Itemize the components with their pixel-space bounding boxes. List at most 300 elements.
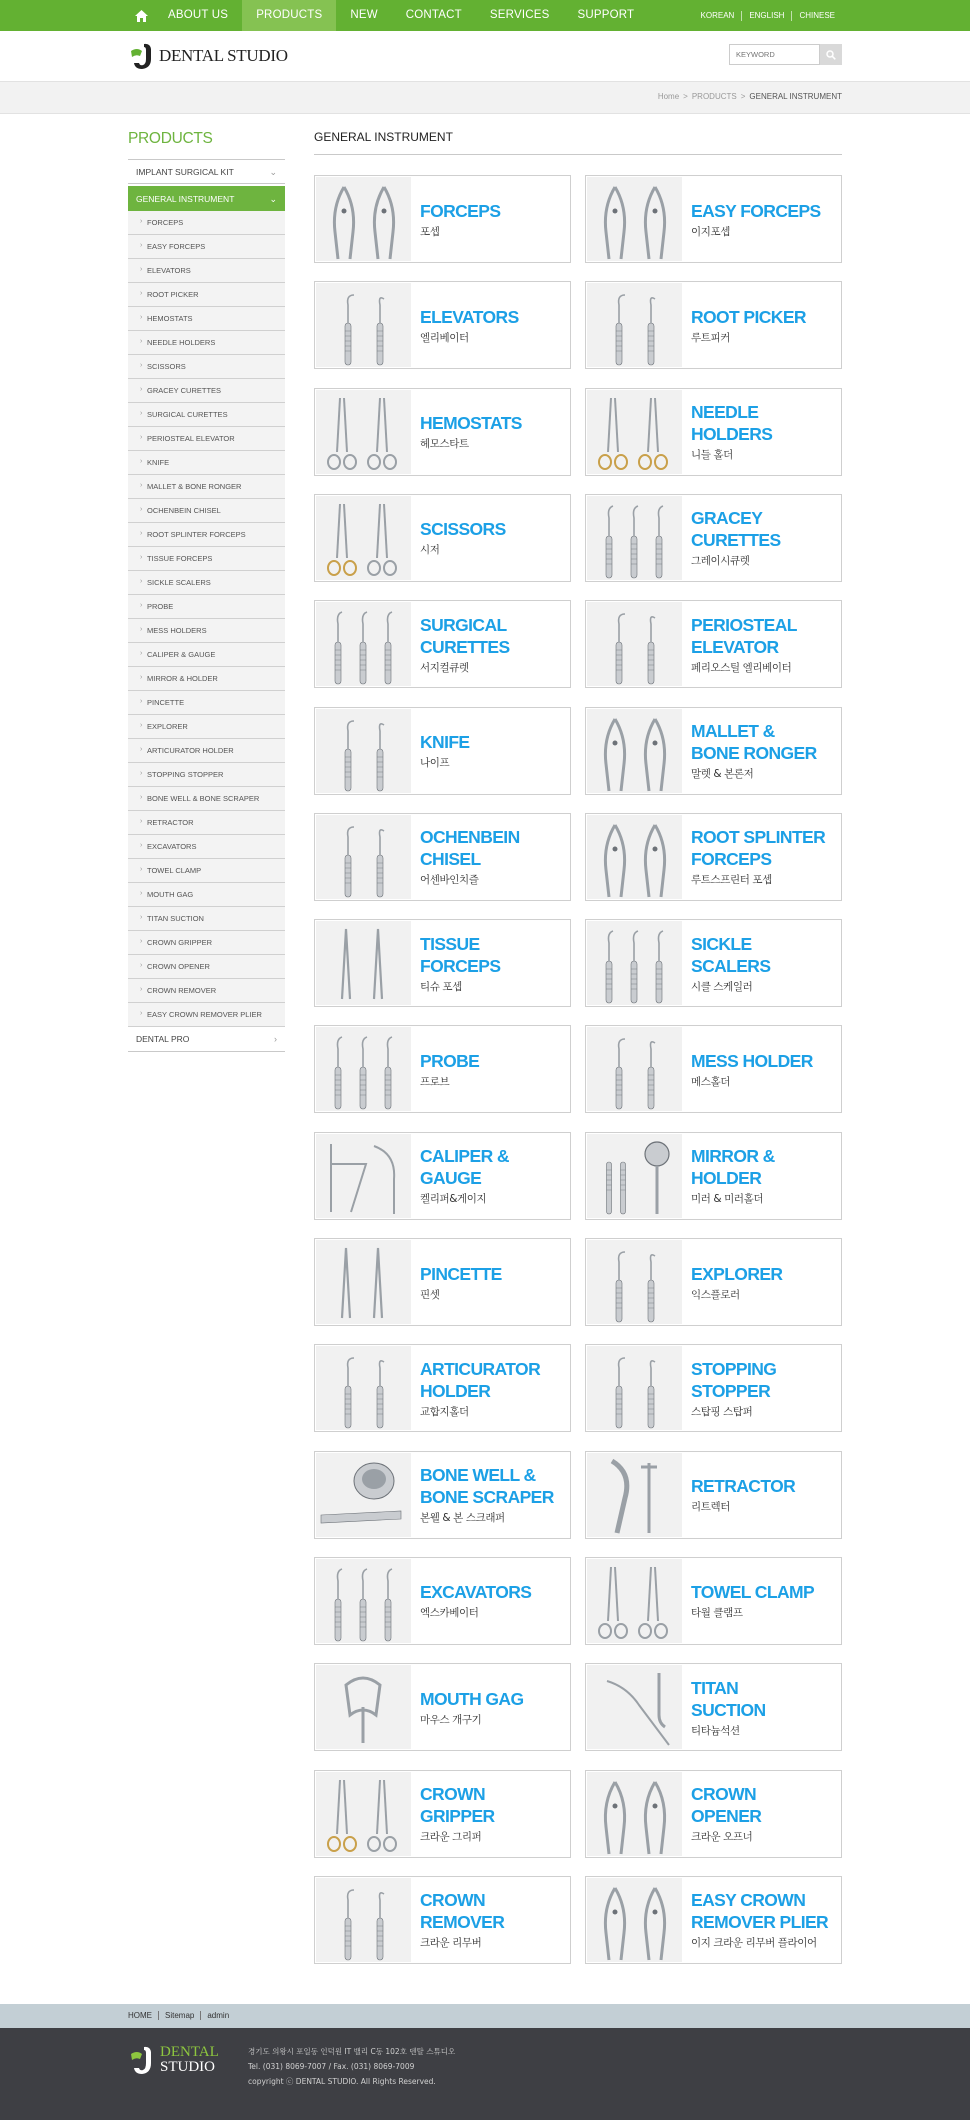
- language-english[interactable]: ENGLISH: [741, 11, 791, 21]
- product-name-korean: 말렛 & 본론저: [691, 768, 754, 780]
- sidebar-item-crown-remover[interactable]: [128, 979, 285, 1003]
- tissue-forceps-icon: [316, 921, 411, 1005]
- search-input[interactable]: [729, 44, 820, 65]
- sidebar-item-ochenbein-chisel[interactable]: [128, 499, 285, 523]
- sidebar-item-label: EASY FORCEPS: [147, 242, 206, 251]
- product-name: REMOVER PLIER: [691, 1912, 829, 1933]
- sidebar-item-label: ELEVATORS: [147, 266, 191, 275]
- product-card-easy-crown-remover-plier[interactable]: [585, 1876, 842, 1964]
- sidebar-item-label: EXPLORER: [147, 722, 188, 731]
- chevron-right-icon: ›: [274, 1034, 277, 1044]
- site-footer: [0, 2028, 970, 2120]
- sidebar-item-label: TOWEL CLAMP: [147, 866, 202, 875]
- product-card-mouth-gag[interactable]: [314, 1663, 571, 1751]
- chevron-right-icon: ›: [140, 698, 143, 705]
- sidebar-item-probe[interactable]: [128, 595, 285, 619]
- sidebar-item-label: ROOT PICKER: [147, 290, 199, 299]
- breadcrumb-separator-icon: >: [683, 92, 688, 101]
- forceps-icon: [316, 177, 411, 261]
- ochenbein-chisel-icon: [316, 815, 411, 899]
- sidebar-item-label: MOUTH GAG: [147, 890, 194, 899]
- sidebar-item-crown-gripper[interactable]: [128, 931, 285, 955]
- chevron-right-icon: ›: [140, 674, 143, 681]
- chevron-right-icon: ›: [140, 242, 143, 249]
- product-name: EXCAVATORS: [420, 1582, 532, 1603]
- product-name-korean: 엘리베이터: [420, 331, 469, 344]
- breadcrumb-current: GENERAL INSTRUMENT: [749, 92, 842, 101]
- product-text: [691, 1664, 766, 1750]
- product-name: FORCEPS: [691, 849, 772, 870]
- gracey-curettes-icon: [587, 496, 682, 580]
- product-name: KNIFE: [420, 732, 470, 752]
- chevron-right-icon: ›: [140, 290, 143, 297]
- footer-logo-line2: STUDIO: [160, 2059, 215, 2075]
- product-name: ELEVATORS: [420, 306, 519, 327]
- product-name-korean: 포셉: [420, 225, 440, 238]
- chevron-right-icon: ›: [140, 986, 143, 993]
- sidebar-item-label: PERIOSTEAL ELEVATOR: [147, 434, 235, 443]
- chevron-right-icon: ›: [140, 1010, 143, 1017]
- sidebar-item-sickle-scalers[interactable]: [128, 571, 285, 595]
- caliper-gauge-icon: [316, 1134, 411, 1218]
- chevron-right-icon: ›: [140, 410, 143, 417]
- product-card-tissue-forceps[interactable]: [314, 919, 571, 1007]
- chevron-right-icon: ›: [140, 914, 143, 921]
- product-name-korean: 이지포셉: [691, 225, 730, 238]
- sidebar-item-caliper-and-gauge[interactable]: [128, 643, 285, 667]
- chevron-right-icon: ›: [140, 362, 143, 369]
- footer-info: [248, 2044, 455, 2089]
- product-name: STOPPER: [691, 1380, 771, 1401]
- product-name-korean: 이지 크라운 리무버 플라이어: [691, 1937, 817, 1950]
- product-card-ochenbein-chisel[interactable]: [314, 813, 571, 901]
- sidebar-item-gracey-curettes[interactable]: [128, 379, 285, 403]
- product-card-titan-suction[interactable]: [585, 1663, 842, 1751]
- sidebar-item-label: PINCETTE: [147, 698, 185, 707]
- sickle-scalers-icon: [587, 921, 682, 1005]
- product-card-elevators[interactable]: [314, 281, 571, 369]
- nav-item-support[interactable]: SUPPORT: [577, 9, 635, 21]
- sidebar-item-label: HEMOSTATS: [147, 314, 193, 323]
- product-name-korean: 프로브: [420, 1075, 450, 1088]
- sidebar-item-root-picker[interactable]: [128, 283, 285, 307]
- product-card-scissors[interactable]: [314, 494, 571, 582]
- stopping-stopper-icon: [587, 1346, 682, 1430]
- product-name: GRACEY: [691, 508, 763, 529]
- product-text: [691, 1771, 761, 1857]
- sidebar-item-label: CALIPER & GAUGE: [147, 650, 216, 659]
- product-name: PERIOSTEAL: [691, 614, 797, 635]
- periosteal-elevator-icon: [587, 602, 682, 686]
- product-text: [420, 1664, 523, 1750]
- product-card-towel-clamp[interactable]: [585, 1557, 842, 1645]
- site-logo[interactable]: [128, 41, 288, 71]
- product-name: RETRACTOR: [691, 1476, 796, 1497]
- sidebar-item-label: CROWN GRIPPER: [147, 938, 213, 947]
- nav-item-products[interactable]: PRODUCTS: [242, 0, 336, 31]
- chevron-right-icon: ›: [140, 218, 143, 225]
- breadcrumb-section[interactable]: PRODUCTS: [691, 92, 737, 101]
- product-text: [420, 282, 519, 368]
- product-name: HEMOSTATS: [420, 413, 522, 434]
- product-name: FORCEPS: [420, 955, 501, 976]
- sidebar-item-label: PROBE: [147, 602, 174, 611]
- product-text: [691, 1345, 776, 1431]
- sidebar-category-label: IMPLANT SURGICAL KIT: [136, 166, 234, 177]
- chevron-right-icon: ›: [140, 626, 143, 633]
- chevron-right-icon: ›: [140, 578, 143, 585]
- chevron-right-icon: ›: [140, 890, 143, 897]
- product-card-caliper-and-gauge[interactable]: [314, 1132, 571, 1220]
- sidebar-item-label: BONE WELL & BONE SCRAPER: [147, 794, 260, 803]
- nav-item-new[interactable]: NEW: [350, 9, 378, 21]
- product-name: ARTICURATOR: [420, 1358, 541, 1379]
- product-name: TITAN: [691, 1677, 739, 1698]
- product-card-mess-holder[interactable]: [585, 1025, 842, 1113]
- product-name: ROOT PICKER: [691, 306, 806, 327]
- chevron-right-icon: ›: [140, 482, 143, 489]
- product-text: [420, 389, 522, 475]
- sidebar-item-knife[interactable]: [128, 451, 285, 475]
- mouth-gag-icon: [316, 1665, 411, 1749]
- product-card-crown-opener[interactable]: [585, 1770, 842, 1858]
- chevron-right-icon: ›: [140, 386, 143, 393]
- sidebar-item-periosteal-elevator[interactable]: [128, 427, 285, 451]
- product-name: MESS HOLDER: [691, 1050, 813, 1071]
- product-name: CROWN: [420, 1784, 486, 1804]
- sidebar-category-general-instrument[interactable]: [128, 186, 285, 211]
- product-card-crown-gripper[interactable]: [314, 1770, 571, 1858]
- breadcrumb-home[interactable]: Home: [657, 92, 680, 101]
- product-card-forceps[interactable]: [314, 175, 571, 263]
- product-name-korean: 어센바인치즐: [420, 874, 479, 887]
- product-name: CHISEL: [420, 849, 481, 870]
- product-text: [420, 1026, 479, 1112]
- title-divider: [314, 154, 842, 155]
- chevron-right-icon: ›: [140, 458, 143, 465]
- sidebar-item-label: CROWN OPENER: [147, 962, 210, 971]
- product-card-root-picker[interactable]: [585, 281, 842, 369]
- sidebar-menu: [128, 159, 285, 1052]
- product-name-korean: 크라운 오프너: [691, 1831, 753, 1843]
- elevators-icon: [316, 283, 411, 367]
- product-name: MOUTH GAG: [420, 1688, 524, 1709]
- top-navigation-bar: [0, 0, 970, 31]
- product-card-explorer[interactable]: [585, 1238, 842, 1326]
- product-name-korean: 헤모스타트: [420, 438, 469, 451]
- sidebar-category-label: GENERAL INSTRUMENT: [136, 193, 235, 204]
- sidebar-item-label: EXCAVATORS: [147, 842, 197, 851]
- product-name: CROWN: [691, 1784, 757, 1804]
- product-name-korean: 리트렉터: [691, 1501, 730, 1514]
- chevron-right-icon: ›: [140, 266, 143, 273]
- product-card-knife[interactable]: [314, 707, 571, 795]
- product-card-sickle-scalers[interactable]: [585, 919, 842, 1007]
- sidebar-item-mirror-and-holder[interactable]: [128, 667, 285, 691]
- footer-link-sitemap[interactable]: Sitemap: [158, 2011, 200, 2020]
- product-text: [420, 814, 520, 900]
- product-name: BONE SCRAPER: [420, 1487, 554, 1508]
- sidebar-item-tissue-forceps[interactable]: [128, 547, 285, 571]
- sidebar-item-label: TISSUE FORCEPS: [147, 554, 213, 563]
- product-name: BONE WELL &: [420, 1465, 536, 1486]
- titan-suction-icon: [587, 1665, 682, 1749]
- product-text: [691, 1026, 813, 1112]
- chevron-right-icon: ›: [140, 530, 143, 537]
- sidebar-item-label: SICKLE SCALERS: [147, 578, 211, 587]
- sidebar-item-titan-suction[interactable]: [128, 907, 285, 931]
- product-name: CURETTES: [420, 636, 510, 657]
- product-text: [420, 601, 510, 687]
- sidebar-item-label: SCISSORS: [147, 362, 186, 371]
- language-chinese[interactable]: CHINESE: [791, 11, 842, 21]
- product-card-mirror-and-holder[interactable]: [585, 1132, 842, 1220]
- product-text: [420, 1133, 509, 1219]
- product-card-hemostats[interactable]: [314, 388, 571, 476]
- sidebar-item-surgical-curettes[interactable]: [128, 403, 285, 427]
- product-name-korean: 스탑핑 스탑퍼: [691, 1405, 753, 1418]
- chevron-right-icon: ›: [140, 434, 143, 441]
- chevron-right-icon: ›: [140, 650, 143, 657]
- product-text: [420, 1452, 554, 1538]
- sidebar-item-hemostats[interactable]: [128, 307, 285, 331]
- footer-links: [128, 2011, 235, 2020]
- sidebar-category-implant-surgical-kit[interactable]: [128, 159, 285, 184]
- product-text: [420, 1771, 495, 1857]
- footer-copyright: copyright ⓒ DENTAL STUDIO. All Rights Reserved.: [248, 2077, 436, 2086]
- crown-remover-icon: [316, 1878, 411, 1962]
- product-name: HOLDER: [691, 1168, 762, 1189]
- footer-address: 경기도 의왕시 포일동 인덕원 IT 밸리 C동 102호 덴탈 스튜디오: [248, 2047, 456, 2056]
- sidebar-item-needle-holders[interactable]: [128, 331, 285, 355]
- sidebar-item-mess-holders[interactable]: [128, 619, 285, 643]
- product-text: [420, 1558, 531, 1644]
- product-text: [691, 176, 821, 262]
- product-text: [691, 708, 817, 794]
- retractor-icon: [587, 1453, 682, 1537]
- chevron-right-icon: ›: [140, 746, 143, 753]
- easy-crown-remover-plier-icon: [587, 1878, 682, 1962]
- sidebar-item-stopping-stopper[interactable]: [128, 763, 285, 787]
- chevron-right-icon: ›: [140, 314, 143, 321]
- chevron-right-icon: ›: [140, 770, 143, 777]
- logo-icon: [128, 41, 156, 71]
- product-name-korean: 켈리퍼&게이지: [420, 1193, 487, 1206]
- sidebar-item-easy-crown-remover-plier[interactable]: [128, 1003, 285, 1027]
- sidebar-item-root-splinter-forceps[interactable]: [128, 523, 285, 547]
- product-name-korean: 페리오스틸 엘리베이터: [691, 661, 792, 674]
- product-name: SCALERS: [691, 955, 771, 976]
- product-text: [691, 814, 825, 900]
- site-header: [0, 31, 970, 81]
- breadcrumb-separator-icon: >: [740, 92, 746, 101]
- logo-text: DENTAL STUDIO: [159, 46, 288, 65]
- sidebar-item-towel-clamp[interactable]: [128, 859, 285, 883]
- product-name: SURGICAL: [420, 614, 507, 635]
- sidebar-item-crown-opener[interactable]: [128, 955, 285, 979]
- product-name-korean: 타월 클램프: [691, 1607, 743, 1620]
- product-name: REMOVER: [420, 1912, 505, 1933]
- product-text: [420, 920, 500, 1006]
- footer-logo-icon: [128, 2043, 156, 2077]
- product-text: [691, 1133, 775, 1219]
- product-card-retractor[interactable]: [585, 1451, 842, 1539]
- root-splinter-forceps-icon: [587, 815, 682, 899]
- chevron-down-icon: ⌄: [269, 167, 277, 177]
- product-card-bone-well-and-bone-scraper[interactable]: [314, 1451, 571, 1539]
- mallet-bone-ronger-icon: [587, 709, 682, 793]
- product-text: [691, 282, 806, 368]
- sidebar-item-label: SURGICAL CURETTES: [147, 410, 228, 419]
- chevron-right-icon: ›: [140, 794, 143, 801]
- product-card-stopping-stopper[interactable]: [585, 1344, 842, 1432]
- hemostats-icon: [316, 390, 411, 474]
- product-card-root-splinter-forceps[interactable]: [585, 813, 842, 901]
- product-card-pincette[interactable]: [314, 1238, 571, 1326]
- sidebar-item-label: TITAN SUCTION: [147, 914, 204, 923]
- product-card-probe[interactable]: [314, 1025, 571, 1113]
- crown-gripper-icon: [316, 1772, 411, 1856]
- sidebar-item-pincette[interactable]: [128, 691, 285, 715]
- product-name: SICKLE: [691, 933, 752, 954]
- page-title: GENERAL INSTRUMENT: [314, 130, 453, 144]
- sidebar-item-explorer[interactable]: [128, 715, 285, 739]
- sidebar-item-label: EASY CROWN REMOVER PLIER: [147, 1010, 262, 1019]
- sidebar-item-elevators[interactable]: [128, 259, 285, 283]
- footer-logo: [128, 2043, 219, 2077]
- product-text: [420, 176, 500, 262]
- product-text: [420, 708, 470, 794]
- bone-well-scraper-icon: [316, 1453, 411, 1537]
- product-card-mallet-and-bone-ronger[interactable]: [585, 707, 842, 795]
- sidebar-item-mouth-gag[interactable]: [128, 883, 285, 907]
- product-card-gracey-curettes[interactable]: [585, 494, 842, 582]
- chevron-right-icon: ›: [140, 962, 143, 969]
- product-card-crown-remover[interactable]: [314, 1876, 571, 1964]
- product-text: [691, 1239, 782, 1325]
- chevron-right-icon: ›: [140, 554, 143, 561]
- nav-item-about-us[interactable]: ABOUT US: [168, 9, 229, 21]
- root-picker-icon: [587, 283, 682, 367]
- sidebar-item-forceps[interactable]: [128, 211, 285, 235]
- sidebar-item-label: CROWN REMOVER: [147, 986, 217, 995]
- sidebar-item-retractor[interactable]: [128, 811, 285, 835]
- nav-item-contact[interactable]: CONTACT: [405, 9, 462, 21]
- chevron-right-icon: ›: [140, 866, 143, 873]
- sidebar-item-mallet-and-bone-ronger[interactable]: [128, 475, 285, 499]
- mirror-holder-icon: [587, 1134, 682, 1218]
- product-name-korean: 메스홀더: [691, 1075, 730, 1088]
- breadcrumb-band: [0, 81, 970, 114]
- product-card-periosteal-elevator[interactable]: [585, 600, 842, 688]
- needle-holders-icon: [587, 390, 682, 474]
- breadcrumb: [658, 92, 842, 101]
- footer-logo-line1: DENTAL: [160, 2044, 219, 2060]
- product-name: HOLDERS: [691, 424, 773, 445]
- product-name: TISSUE: [420, 933, 480, 954]
- product-text: [691, 601, 797, 687]
- product-name-korean: 미러 & 미러홀더: [691, 1193, 764, 1206]
- product-card-easy-forceps[interactable]: [585, 175, 842, 263]
- search-icon: [826, 50, 836, 60]
- sidebar-item-bone-well-and-bone-scraper[interactable]: [128, 787, 285, 811]
- product-text: [691, 1452, 795, 1538]
- product-name-korean: 시클 스케일러: [691, 980, 753, 993]
- probe-icon: [316, 1027, 411, 1111]
- main-menu: [128, 0, 648, 31]
- surgical-curettes-icon: [316, 602, 411, 686]
- chevron-right-icon: ›: [140, 842, 143, 849]
- product-name-korean: 크라운 리무버: [420, 1937, 482, 1950]
- home-icon[interactable]: [128, 0, 154, 31]
- product-text: [691, 495, 781, 581]
- product-name: SUCTION: [691, 1699, 766, 1720]
- product-name-korean: 익스플로러: [691, 1288, 740, 1301]
- product-name-korean: 니들 홀더: [691, 449, 733, 462]
- product-name-korean: 티슈 포셉: [420, 980, 462, 993]
- sidebar-item-label: MESS HOLDERS: [147, 626, 207, 635]
- product-card-articurator-holder[interactable]: [314, 1344, 571, 1432]
- product-name: EASY FORCEPS: [691, 200, 821, 221]
- articurator-holder-icon: [316, 1346, 411, 1430]
- product-name-korean: 핀셋: [420, 1288, 440, 1301]
- pincette-icon: [316, 1240, 411, 1324]
- language-korean[interactable]: KOREAN: [700, 10, 735, 20]
- product-name: BONE RONGER: [691, 743, 817, 763]
- product-name: CURETTES: [691, 530, 781, 551]
- product-name: GRIPPER: [420, 1806, 495, 1826]
- product-name: PROBE: [420, 1050, 480, 1071]
- product-name-korean: 엑스카베이터: [420, 1607, 479, 1620]
- product-name: TOWEL CLAMP: [691, 1582, 815, 1603]
- sidebar-category-dental-pro[interactable]: [128, 1027, 285, 1052]
- search-button[interactable]: [820, 44, 842, 65]
- sidebar-item-label: STOPPING STOPPER: [147, 770, 224, 779]
- footer-link-admin[interactable]: admin: [200, 2011, 235, 2020]
- sidebar-item-label: GRACEY CURETTES: [147, 386, 222, 395]
- product-card-needle-holders[interactable]: [585, 388, 842, 476]
- chevron-right-icon: ›: [140, 722, 143, 729]
- product-card-surgical-curettes[interactable]: [314, 600, 571, 688]
- product-text: [420, 1345, 540, 1431]
- sidebar-item-label: MIRROR & HOLDER: [147, 674, 218, 683]
- product-text: [420, 1239, 502, 1325]
- sidebar-item-easy-forceps[interactable]: [128, 235, 285, 259]
- product-name-korean: 서지컬큐렛: [420, 661, 469, 674]
- product-text: [691, 920, 770, 1006]
- footer-link-home[interactable]: HOME: [128, 2011, 152, 2020]
- sidebar-item-label: RETRACTOR: [147, 818, 194, 827]
- product-name-korean: 루트스프린터 포셉: [691, 874, 772, 887]
- product-text: [691, 1558, 814, 1644]
- product-name: PINCETTE: [420, 1263, 502, 1284]
- product-name: MALLET &: [691, 721, 775, 741]
- sidebar-item-label: MALLET & BONE RONGER: [147, 482, 242, 491]
- product-name: GAUGE: [420, 1168, 482, 1189]
- chevron-right-icon: ›: [140, 506, 143, 513]
- product-text: [691, 389, 772, 475]
- nav-item-services[interactable]: SERVICES: [489, 9, 550, 21]
- product-name-korean: 마우스 개구기: [420, 1713, 482, 1726]
- product-name: HOLDER: [420, 1380, 491, 1401]
- sidebar-item-excavators[interactable]: [128, 835, 285, 859]
- sidebar-item-articurator-holder[interactable]: [128, 739, 285, 763]
- chevron-right-icon: ›: [140, 602, 143, 609]
- product-name: OPENER: [691, 1806, 762, 1826]
- product-card-excavators[interactable]: [314, 1557, 571, 1645]
- sidebar-item-scissors[interactable]: [128, 355, 285, 379]
- easy-forceps-icon: [587, 177, 682, 261]
